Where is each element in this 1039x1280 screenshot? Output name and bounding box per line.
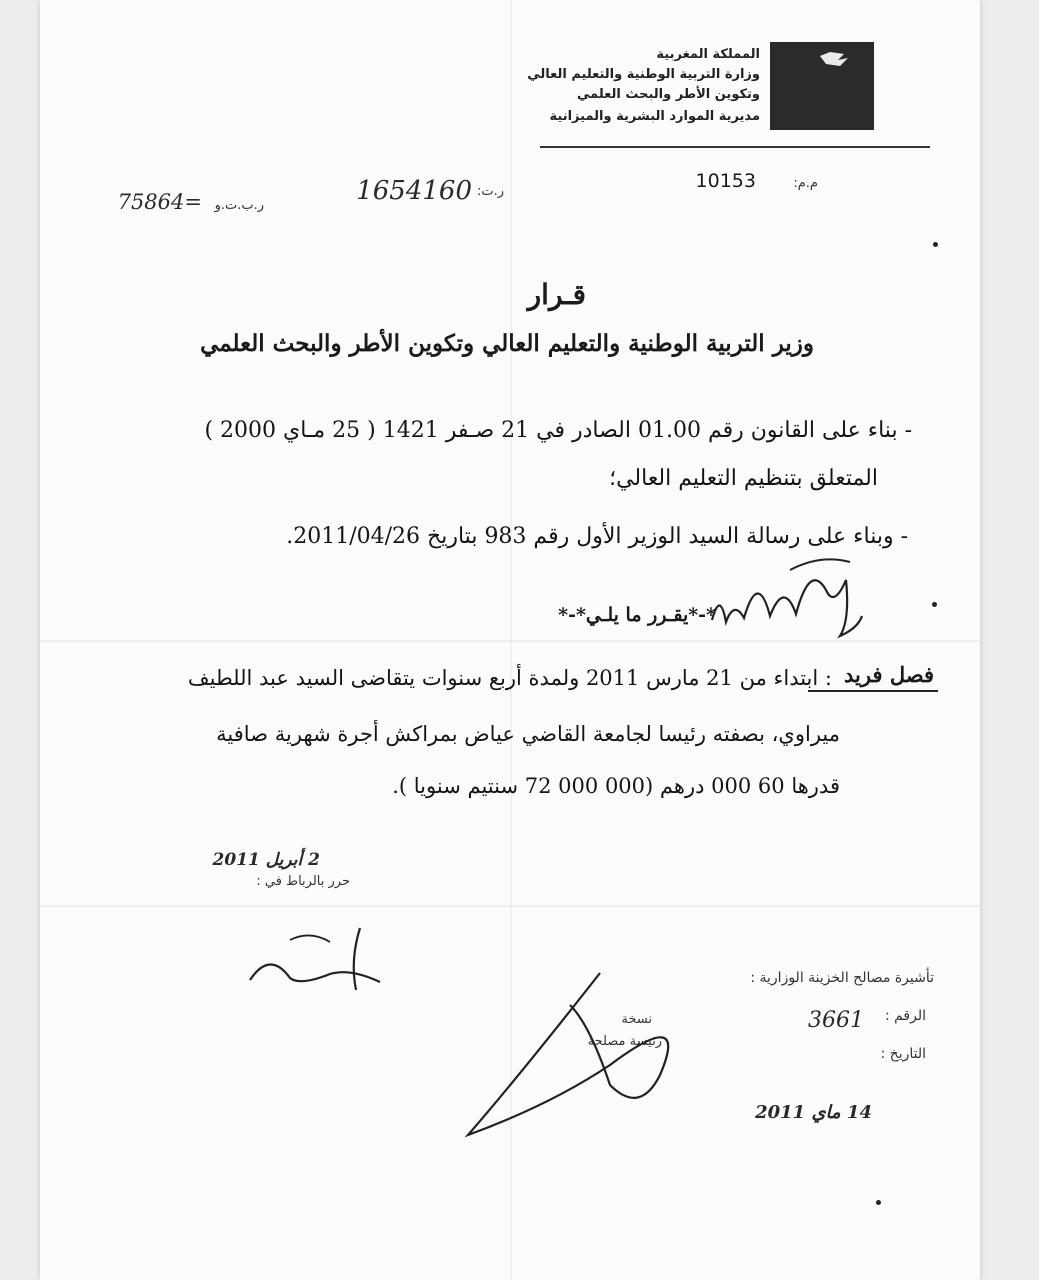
ministry-name-line1: وزارة التربية الوطنية والتعليم العالي xyxy=(527,67,760,82)
handwritten-signature-top xyxy=(700,550,870,650)
rbtw-value: =75864 xyxy=(117,190,202,214)
copy-line-1: نسخة xyxy=(621,1012,652,1027)
article-label-underline xyxy=(808,690,938,692)
mm-label: م.م: xyxy=(793,176,818,191)
decision-title: قـرار xyxy=(527,278,586,311)
rbtw-label: ر.ب.ت.و xyxy=(214,198,264,213)
finance-date-label: التاريخ : xyxy=(880,1046,926,1062)
ministry-emblem xyxy=(770,42,874,130)
done-date: 2 أبريل 2011 xyxy=(212,850,320,870)
ministry-name-line2: وتكوين الأطر والبحث العلمي xyxy=(576,87,760,102)
mm-value: 10153 xyxy=(695,170,756,192)
decision-issuer: وزير التربية الوطنية والتعليم العالي وتكوين الأطر والبحث العلمي xyxy=(200,330,814,357)
article-line-3: قدرها 60 000 درهم (000 000 72 سنتيم سنويا ). xyxy=(392,774,840,798)
rt-value: 1654160 xyxy=(356,176,472,206)
done-at: حرر بالرباط في : xyxy=(256,874,350,889)
finance-date-value: 14 ماي 2011 xyxy=(755,1102,872,1123)
speck xyxy=(932,602,937,607)
article-line-1: : ابتداء من 21 مارس 2011 ولمدة أربع سنوات يتقاضى السيد عبد اللطيف xyxy=(187,666,832,690)
copy-line-2: رئيسة مصلحة xyxy=(587,1034,662,1049)
document-page xyxy=(40,0,980,1280)
speck xyxy=(933,242,938,247)
article-line-2: ميراوي، بصفته رئيسا لجامعة القاضي عياض بمراكش أجرة شهرية صافية xyxy=(216,722,840,746)
directorate-name: مديرية الموارد البشرية والميزانية xyxy=(549,109,760,124)
kingdom-name: المملكة المغربية xyxy=(656,47,760,62)
finance-visa-title: تأشيرة مصالح الخزينة الوزارية : xyxy=(750,970,934,986)
decides-heading: *-*يقـرر ما يلـي*-* xyxy=(558,604,716,626)
finance-signature xyxy=(460,965,710,1145)
recital-1-line-2: المتعلق بتنظيم التعليم العالي؛ xyxy=(609,466,878,491)
finance-number-value: 3661 xyxy=(808,1008,864,1033)
speck xyxy=(876,1200,881,1205)
recital-1-line-1: - بناء على القانون رقم 01.00 الصادر في 21 صـفر 1421 ( 25 مـاي 2000 ) xyxy=(204,418,912,443)
finance-number-label: الرقم : xyxy=(884,1008,926,1024)
rt-label: ر.ت: xyxy=(476,184,504,199)
article-label: فصل فريد xyxy=(844,662,934,687)
ministerial-signature xyxy=(180,920,420,1010)
recital-2: - وبناء على رسالة السيد الوزير الأول رقم 983 بتاريخ 2011/04/26. xyxy=(286,524,908,549)
header-rule xyxy=(540,146,930,148)
